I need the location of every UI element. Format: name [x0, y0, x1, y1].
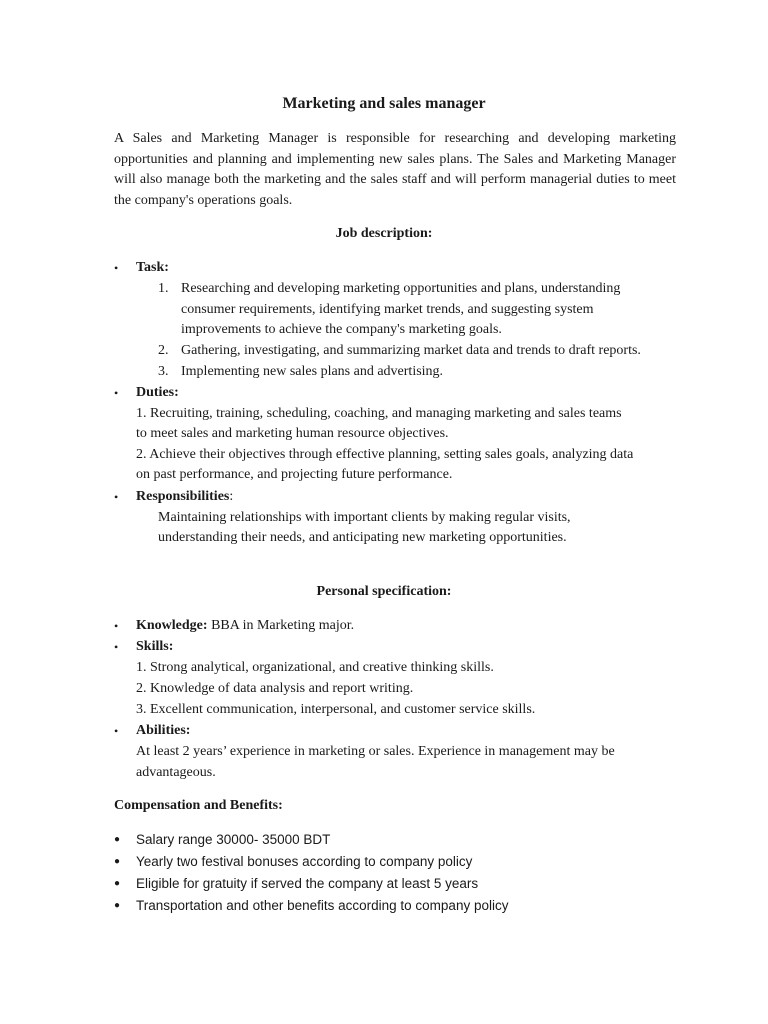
duties-line: 1. Recruiting, training, scheduling, coaching, and managing marketing and sales teams: [136, 406, 622, 421]
skills-line: 1. Strong analytical, organizational, and creative thinking skills.: [136, 660, 494, 675]
document-title: Marketing and sales manager: [282, 95, 486, 112]
task-item-line: Gathering, investigating, and summarizing market data and trends to draft reports.: [181, 343, 641, 358]
compensation-item: Salary range 30000- 35000 BDT: [136, 832, 331, 847]
compensation-heading: Compensation and Benefits:: [114, 798, 283, 813]
task-item-number: 2.: [158, 343, 169, 358]
skills-label: Skills:: [136, 639, 174, 654]
bullet-icon: ●: [114, 900, 121, 911]
duties-line: to meet sales and marketing human resource objectives.: [136, 426, 449, 441]
task-item-line: improvements to achieve the company's marketing goals.: [181, 322, 502, 337]
compensation-item: Yearly two festival bonuses according to company policy: [136, 854, 473, 869]
duties-line: 2. Achieve their objectives through effective planning, setting sales goals, analyzing data: [136, 447, 634, 462]
task-item-line: Researching and developing marketing opportunities and plans, understanding: [181, 281, 621, 296]
job-description-heading: Job description:: [335, 226, 433, 241]
duties-line: on past performance, and projecting future performance.: [136, 467, 453, 482]
task-item-line: consumer requirements, identifying market trends, and suggesting system: [181, 302, 594, 317]
abilities-line: advantageous.: [136, 765, 216, 780]
bullet-icon: •: [114, 490, 119, 504]
abilities-label: Abilities:: [136, 723, 191, 738]
knowledge-label: Knowledge:: [136, 618, 208, 633]
bullet-icon: •: [114, 386, 119, 400]
responsibilities-line: Maintaining relationships with important clients by making regular visits,: [158, 510, 571, 525]
abilities-line: At least 2 years’ experience in marketing or sales. Experience in management may be: [136, 744, 615, 759]
bullet-icon: •: [114, 261, 119, 275]
compensation-item: Eligible for gratuity if served the company at least 5 years: [136, 876, 479, 891]
task-label: Task:: [136, 260, 169, 275]
responsibilities-line: understanding their needs, and anticipating new marketing opportunities.: [158, 530, 567, 545]
knowledge-value: BBA in Marketing major.: [207, 618, 355, 633]
compensation-item: Transportation and other benefits according to company policy: [136, 898, 509, 913]
responsibilities-label: Responsibilities: [136, 489, 230, 504]
task-item-line: Implementing new sales plans and advertising.: [181, 364, 444, 379]
bullet-icon: •: [114, 619, 119, 633]
bullet-icon: ●: [114, 856, 121, 867]
task-item-number: 3.: [158, 364, 169, 379]
bullet-icon: •: [114, 724, 119, 738]
duties-label: Duties:: [136, 385, 179, 400]
intro-paragraph: A Sales and Marketing Manager is responsible for researching and developing marketing opportunities and planning and implementing new sales plans. The Sales and Marketing Manager will also manage both the marketing and the sales staff and will perform managerial duties to meet the company's operations goals.: [114, 131, 676, 209]
bullet-icon: •: [114, 640, 119, 654]
skills-line: 3. Excellent communication, interpersonal, and customer service skills.: [136, 702, 536, 717]
personal-specification-heading: Personal specification:: [316, 584, 452, 599]
responsibilities-colon: :: [229, 489, 234, 504]
skills-line: 2. Knowledge of data analysis and report writing.: [136, 681, 414, 696]
bullet-icon: ●: [114, 834, 121, 845]
knowledge-line: [136, 617, 354, 635]
bullet-icon: ●: [114, 878, 121, 889]
responsibilities-label-wrap: [136, 488, 233, 506]
task-item-number: 1.: [158, 281, 169, 296]
